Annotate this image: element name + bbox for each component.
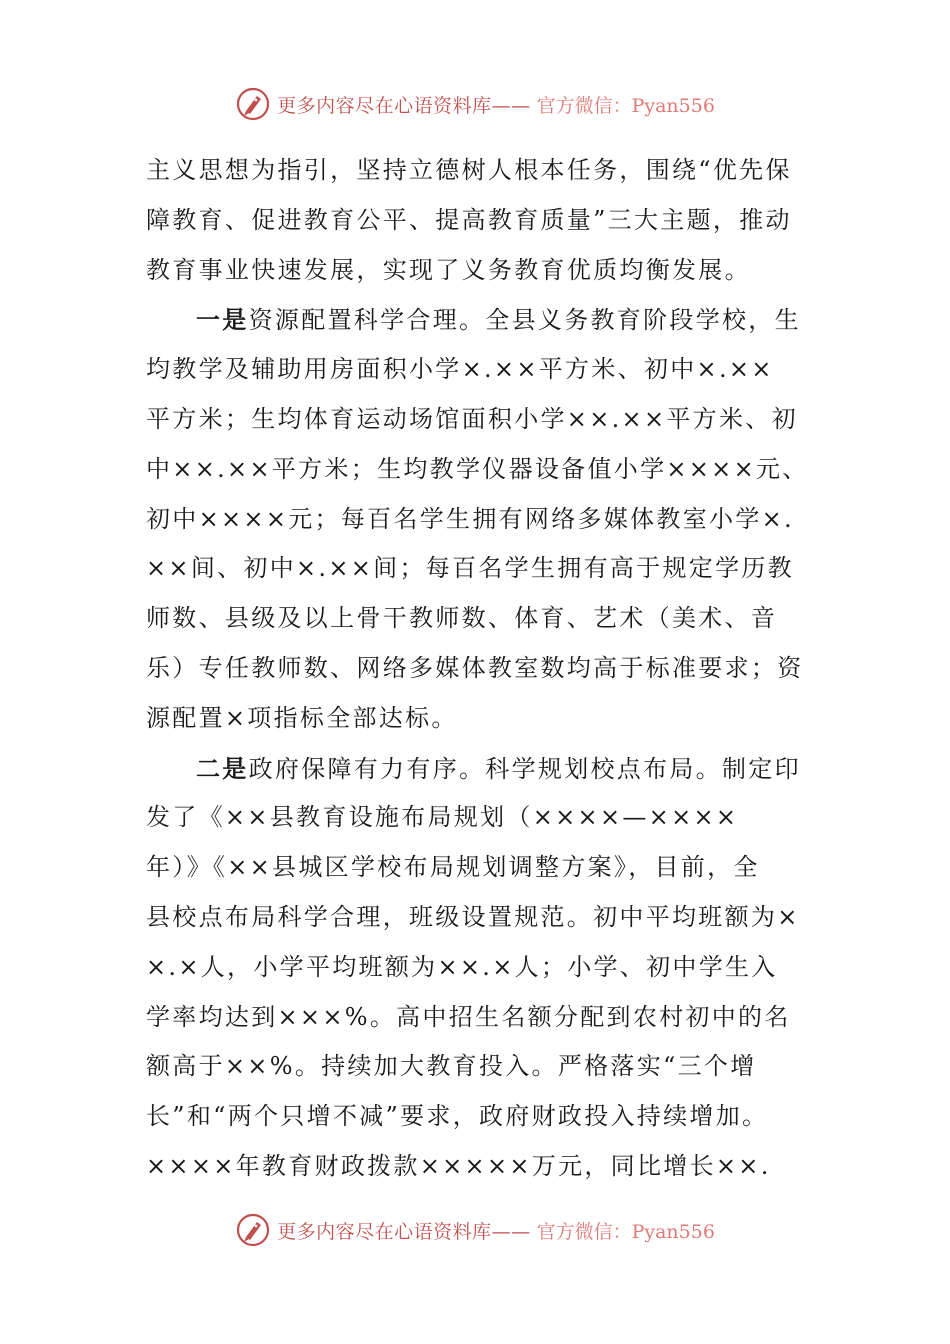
text-line: 乐）专任教师数、网络多媒体教室数均高于标准要求；资 [146, 653, 804, 682]
text-line: ××××年教育财政拨款×××××万元，同比增长××. [146, 1151, 771, 1180]
text-line: 额高于××%。持续加大教育投入。严格落实“三个增 [146, 1052, 757, 1081]
document-body [146, 146, 814, 1192]
footer-banner [0, 1208, 950, 1252]
text-line: 中××.××平方米；生均教学仪器设备值小学××××元、 [146, 454, 809, 483]
pen-nib-logo-icon [235, 1212, 271, 1248]
banner-slogan: 更多内容尽在心语资料库—— [277, 94, 531, 117]
paragraph-first-line [146, 295, 814, 345]
pen-nib-logo-icon [235, 86, 271, 122]
text-line: 主义思想为指引，坚持立德树人根本任务，围绕“优先保 [146, 156, 792, 184]
banner-contact: 官方微信：Pyan556 [536, 94, 715, 117]
header-banner [0, 82, 950, 126]
text-line: 县校点布局科学合理，班级设置规范。初中平均班额为× [146, 902, 800, 931]
text-line: 初中××××元；每百名学生拥有网络多媒体教室小学×. [146, 504, 794, 533]
text-line: 学率均达到×××%。高中招生名额分配到农村初中的名 [146, 1002, 791, 1031]
paragraph-first-line [146, 744, 814, 794]
text-line: 均教学及辅助用房面积小学×.××平方米、初中×.×× [146, 355, 774, 384]
text-line: 障教育、促进教育公平、提高教育质量”三大主题，推动 [146, 205, 792, 234]
banner-contact: 官方微信：Pyan556 [536, 1220, 715, 1243]
text-line: 政府保障有力有序。科学规划校点布局。制定印 [248, 754, 801, 783]
text-line: 资源配置科学合理。全县义务教育阶段学校，生 [248, 306, 801, 335]
banner-slogan: 更多内容尽在心语资料库—— [277, 1220, 531, 1243]
paragraph-lead: 二是 [196, 753, 249, 783]
text-line: 师数、县级及以上骨干教师数、体育、艺术（美术、音 [146, 604, 778, 633]
text-line: 平方米；生均体育运动场馆面积小学××.××平方米、初 [146, 404, 798, 433]
text-line: 源配置×项指标全部达标。 [146, 703, 458, 732]
text-line: 发了《××县教育设施布局规划（××××—×××× [146, 803, 739, 832]
text-line: 教育事业快速发展，实现了义务教育优质均衡发展。 [146, 255, 751, 284]
text-line: 年）》《××县城区学校布局规划调整方案》，目前，全 [146, 853, 760, 882]
text-line: ××间、初中×.××间；每百名学生拥有高于规定学历教 [146, 554, 794, 583]
text-line: ×.×人，小学平均班额为××.×人；小学、初中学生入 [146, 952, 778, 981]
text-line: 长”和“两个只增不减”要求，政府财政投入持续增加。 [146, 1102, 769, 1131]
paragraph-lead: 一是 [196, 305, 249, 335]
